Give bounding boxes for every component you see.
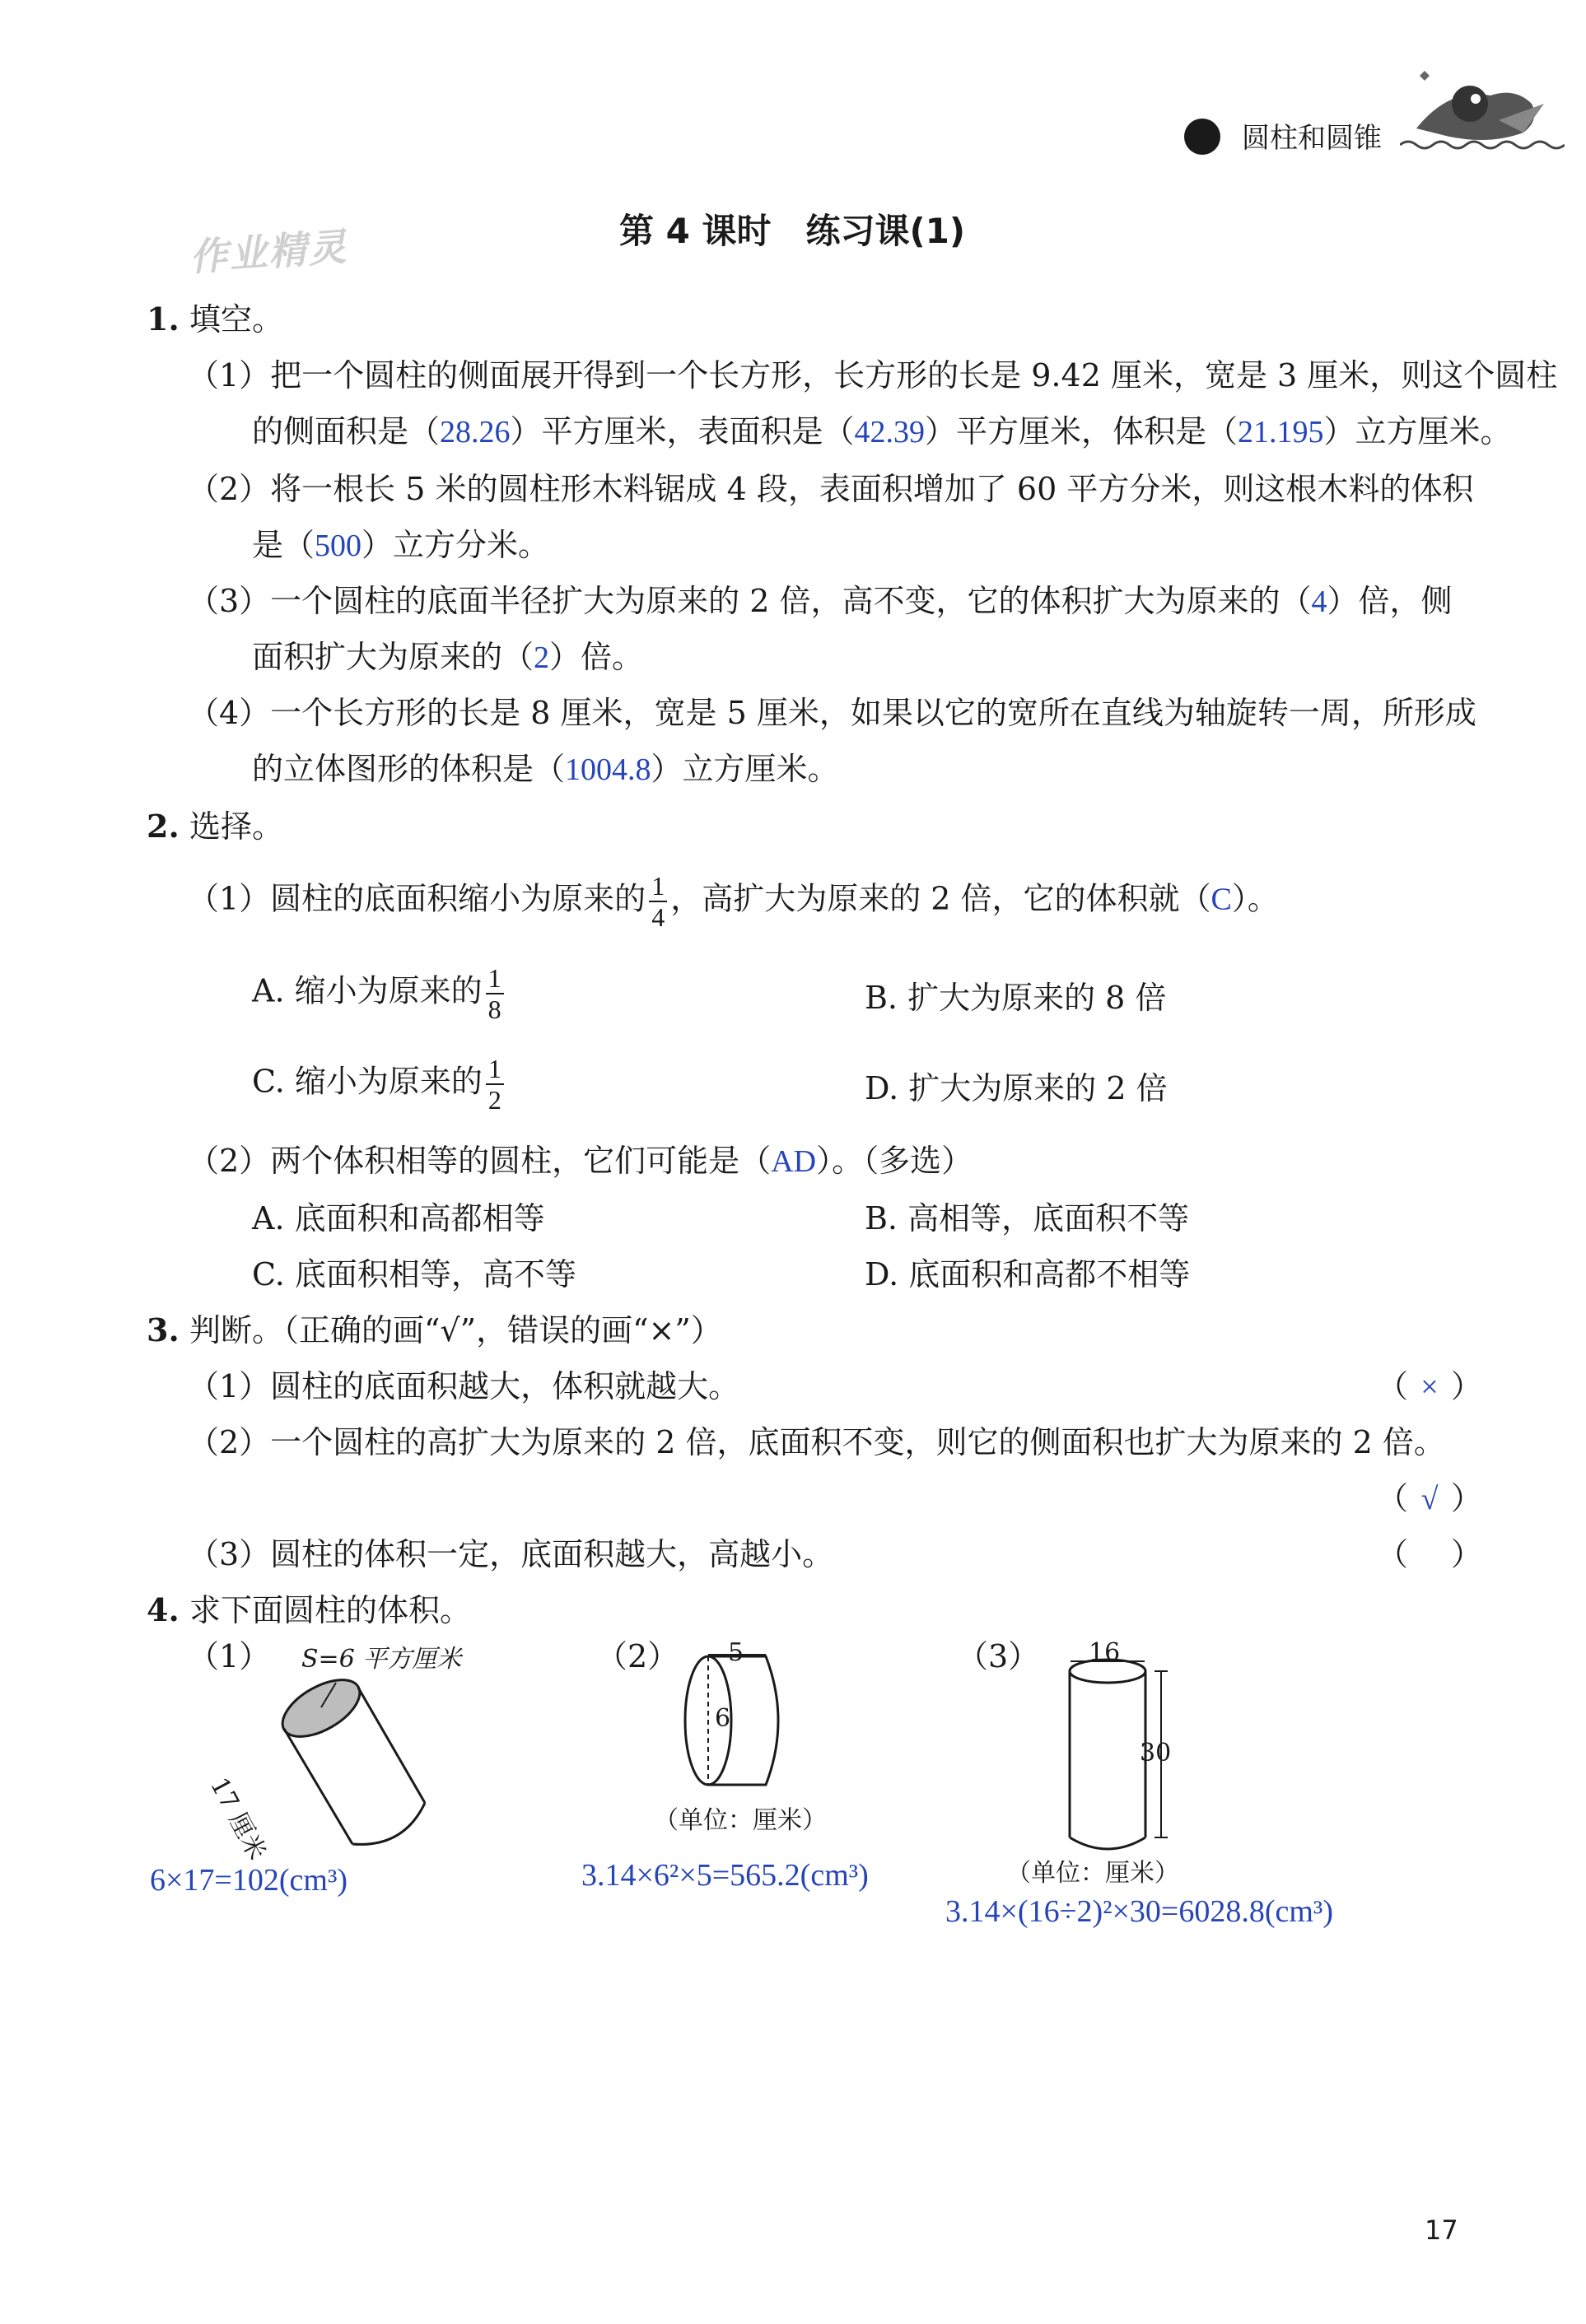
q1-p4-answer: 1004.8 (565, 752, 651, 787)
fig1-tilted-cylinder (264, 1671, 445, 1861)
q3-p1-judge (1377, 1367, 1482, 1407)
left-paren: （ (1377, 1480, 1409, 1516)
q2-p1-text-b: ，高扩大为原来的 2 倍，它的体积就（ (670, 880, 1211, 917)
q2-p2-option-d: D. 底面积和高都不相等 (865, 1256, 1191, 1292)
q1-p1-answer-3: 21.195 (1238, 415, 1324, 449)
q2-p2-text-b: ）。（多选） (816, 1143, 973, 1179)
fig2-label: （2） (596, 1638, 679, 1674)
q1-p1-answer-1: 28.26 (440, 415, 511, 449)
q3-p3: （3）圆柱的体积一定，底面积越大，高越小。 (188, 1536, 834, 1572)
q1-p1-answer-2: 42.39 (854, 415, 926, 449)
q1-p1-line2 (252, 412, 1512, 452)
q1-p3-line2 (252, 637, 643, 678)
fraction-denominator: 8 (487, 994, 501, 1024)
q3-p1-answer: × (1420, 1370, 1439, 1404)
q3-p1: （1）圆柱的底面积越大，体积就越大。 (188, 1368, 740, 1404)
q1-label: 填空。 (189, 301, 284, 338)
q1-p1-text-c: ）平方厘米，体积是（ (925, 413, 1238, 449)
fig3-height-label: 30 (1140, 1739, 1172, 1767)
q2-p2-stem (188, 1141, 973, 1181)
fraction-denominator: 4 (651, 902, 665, 932)
q4-label: 求下面圆柱的体积。 (189, 1592, 472, 1628)
q1-p2-line2 (252, 525, 549, 566)
q1-p3-text-b: ）倍，侧 (1327, 583, 1453, 619)
q1-p1-text-a: 的侧面积是（ (252, 413, 441, 449)
fig3-calculation: 3.14×(16÷2)²×30=6028.8(cm³) (945, 1894, 1333, 1929)
left-paren: （ (1377, 1536, 1409, 1572)
fig1-label: （1） (188, 1638, 271, 1674)
q3-label: 判断。（正确的画“√”，错误的画“×”） (189, 1312, 722, 1348)
q1-p2-text-b: ）立方分米。 (362, 527, 550, 563)
q1-p3-line1 (188, 581, 1453, 622)
q2-p2-text-a: （2）两个体积相等的圆柱，它们可能是（ (188, 1143, 772, 1179)
q1-p4-line2 (252, 749, 839, 789)
q1-p4-text-b: ）立方厘米。 (651, 751, 839, 787)
fraction-numerator: 1 (486, 1055, 504, 1085)
option-c-fraction (486, 1055, 504, 1113)
q2-p2-option-a: A. 底面积和高都相等 (252, 1200, 545, 1237)
q1-p3-text-d: ）倍。 (549, 639, 644, 675)
q1-p3-text-c: 面积扩大为原来的（ (252, 639, 534, 675)
q1-p4-text-a: 的立体图形的体积是（ (252, 751, 566, 787)
q1-p2-line1: （2）将一根长 5 米的圆柱形木料锯成 4 段，表面积增加了 60 平方分米，则这根木料的体积 (188, 471, 1474, 507)
left-paren: （ (1377, 1368, 1409, 1404)
right-paren: ） (1451, 1536, 1483, 1572)
fig2-diameter-label: 6 (715, 1704, 731, 1733)
q2-number: 2. (147, 808, 180, 845)
q1-p1-text-b: ）平方厘米，表面积是（ (510, 413, 855, 449)
q3-p3-judge (1377, 1535, 1482, 1574)
right-paren: ） (1451, 1480, 1483, 1516)
q2-p1-option-b: B. 扩大为原来的 8 倍 (865, 980, 1167, 1016)
q3-p2-answer: √ (1420, 1482, 1439, 1516)
q2-p1-stem (188, 873, 1279, 930)
q2-p2-answer: AD (771, 1144, 817, 1179)
q3-p2-judge (1377, 1479, 1482, 1519)
fraction-numerator: 1 (649, 873, 667, 902)
q1-p1-text-d: ）立方厘米。 (1323, 413, 1512, 449)
fraction-denominator: 2 (487, 1085, 501, 1115)
q2-p2-option-b: B. 高相等，底面积不等 (865, 1200, 1190, 1237)
q2-p2-option-c: C. 底面积相等，高不等 (252, 1256, 576, 1292)
fig3-diameter-label: 16 (1089, 1638, 1121, 1667)
fig2-unit-label: （单位：厘米） (654, 1806, 827, 1835)
q2-p1-option-d: D. 扩大为原来的 2 倍 (865, 1070, 1168, 1106)
fig3-label: （3） (957, 1638, 1040, 1674)
q1-number: 1. (147, 300, 180, 338)
q1-p3-answer-2: 2 (534, 640, 550, 675)
q1-p2-text-a: 是（ (252, 527, 315, 563)
option-a-text: A. 缩小为原来的 (252, 972, 483, 1009)
fig3-unit-label: （单位：厘米） (1006, 1859, 1179, 1888)
q1-p2-answer: 500 (315, 529, 362, 563)
q1-p3-answer-1: 4 (1311, 584, 1327, 619)
q4-number: 4. (147, 1591, 180, 1628)
page-title: 第 4 课时 练习课(1) (619, 211, 966, 251)
watermark: 作业精灵 (188, 224, 349, 280)
chapter-title: 圆柱和圆锥 (1242, 122, 1382, 155)
q2-p1-fraction (649, 873, 667, 930)
right-paren: ） (1451, 1368, 1483, 1404)
q2-p1-option-a (252, 965, 507, 1022)
q2-p1-text-c: ）。 (1231, 880, 1279, 917)
q2-p1-option-c (252, 1055, 507, 1113)
q2-label: 选择。 (189, 808, 284, 845)
option-a-fraction (486, 965, 504, 1022)
page-number: 17 (1425, 2215, 1458, 2246)
fig1-area-label: S=6 平方厘米 (301, 1645, 462, 1674)
fraction-numerator: 1 (486, 965, 504, 994)
q1-p4-line1: （4）一个长方形的长是 8 厘米，宽是 5 厘米，如果以它的宽所在直线为轴旋转一周，所形成 (188, 695, 1476, 731)
fig2-length-label: 5 (728, 1638, 744, 1667)
fig1-height-label: 17 厘米 (204, 1772, 272, 1865)
q3-number: 3. (147, 1311, 180, 1348)
fig2-calculation: 3.14×6²×5=565.2(cm³) (581, 1858, 869, 1893)
q2-p1-answer: C (1210, 882, 1232, 917)
q1-p1-line1: （1）把一个圆柱的侧面展开得到一个长方形，长方形的长是 9.42 厘米，宽是 3 厘米，则这个圆柱 (188, 357, 1558, 394)
option-c-text: C. 缩小为原来的 (252, 1063, 483, 1100)
q1-p3-text-a: （3）一个圆柱的底面半径扩大为原来的 2 倍，高不变，它的体积扩大为原来的（ (188, 583, 1312, 619)
q3-p2: （2）一个圆柱的高扩大为原来的 2 倍，底面积不变，则它的侧面积也扩大为原来的 2 倍。 (188, 1424, 1445, 1460)
bird-logo-icon (1400, 54, 1565, 153)
q2-p1-text-a: （1）圆柱的底面积缩小为原来的 (188, 880, 646, 917)
fig1-calculation: 6×17=102(cm³) (150, 1863, 348, 1898)
header-circle-icon (1184, 119, 1220, 155)
